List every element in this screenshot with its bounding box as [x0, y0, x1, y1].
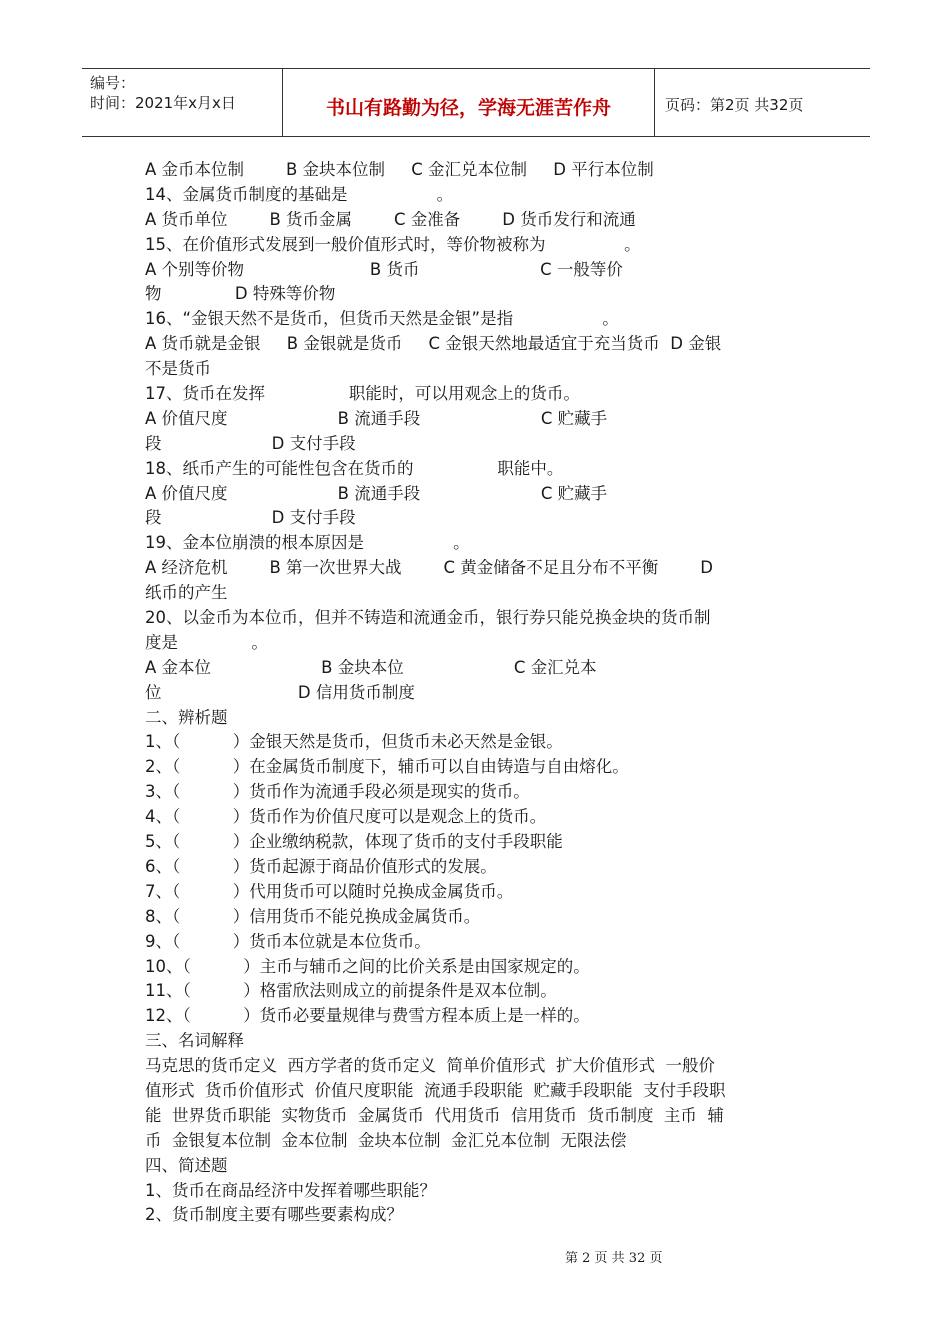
text-line: A 金本位 B 金块本位 C 金汇兑本 [145, 657, 597, 677]
text-line: 2、（ ）在金属货币制度下，辅币可以自由铸造与自由熔化。 [145, 757, 629, 777]
text-line: 度是 。 [145, 632, 268, 652]
text-line: 10、（ ）主币与辅币之间的比价关系是由国家规定的。 [145, 956, 590, 976]
text-line: A 价值尺度 B 流通手段 C 贮藏手 [145, 483, 608, 503]
text-line: 物 D 特殊等价物 [145, 284, 336, 304]
text-line: 14、金属货币制度的基础是 。 [145, 184, 454, 204]
text-line: A 金币本位制 B 金块本位制 C 金汇兑本位制 D 平行本位制 [145, 160, 654, 179]
text-line: 12、（ ）货币必要量规律与费雪方程本质上是一样的。 [145, 1006, 590, 1026]
header-meta-cell [82, 69, 283, 136]
text-line: 19、金本位崩溃的根本原因是 。 [145, 533, 470, 553]
text-line: 5、（ ）企业缴纳税款，体现了货币的支付手段职能 [145, 832, 563, 852]
text-line: 段 D 支付手段 [145, 433, 356, 453]
header-motto-cell [283, 69, 655, 136]
text-line: A 价值尺度 B 流通手段 C 贮藏手 [145, 408, 608, 428]
text-line: 20、以金币为本位币，但并不铸造和流通金币，银行券只能兑换金块的货币制 [145, 608, 711, 628]
text-line: A 货币单位 B 货币金属 C 金准备 D 货币发行和流通 [145, 209, 636, 229]
header-table [82, 68, 870, 137]
text-line: 17、货币在发挥 职能时，可以用观念上的货币。 [145, 384, 580, 404]
header-motto: 书山有路勤为径，学海无涯苦作舟 [325, 97, 611, 119]
text-line: 2、货币制度主要有哪些要素构成？ [145, 1205, 403, 1225]
text-line: 3、（ ）货币作为流通手段必须是现实的货币。 [145, 782, 530, 802]
text-line: 币 金银复本位制 金本位制 金块本位制 金汇兑本位制 无限法偿 [145, 1130, 627, 1150]
text-line: 1、货币在商品经济中发挥着哪些职能？ [145, 1180, 436, 1200]
header-page-number: 页码：第2页 共32页 [665, 96, 804, 114]
text-line: 二、辨析题 [145, 707, 228, 727]
text-line: 16、“金银天然不是货币，但货币天然是金银”是指 。 [145, 309, 619, 329]
text-line: 4、（ ）货币作为价值尺度可以是观念上的货币。 [145, 807, 547, 827]
text-line: 9、（ ）货币本位就是本位货币。 [145, 931, 431, 951]
text-line: 三、名词解释 [145, 1031, 244, 1051]
text-line: 四、简述题 [145, 1155, 228, 1175]
text-line: 马克思的货币定义 西方学者的货币定义 简单价值形式 扩大价值形式 一般价 [145, 1056, 715, 1076]
text-line: 8、（ ）信用货币不能兑换成金属货币。 [145, 906, 481, 926]
page-footer: 第 2 页 共 32 页 [565, 1251, 663, 1266]
text-line: 15、在价值形式发展到一般价值形式时，等价物被称为 。 [145, 234, 641, 254]
text-line: 能 世界货币职能 实物货币 金属货币 代用货币 信用货币 货币制度 主币 辅 [145, 1105, 724, 1125]
text-line: 6、（ ）货币起源于商品价值形式的发展。 [145, 856, 497, 876]
doc-code-label: 编号： [90, 74, 136, 92]
text-line: 位 D 信用货币制度 [145, 682, 415, 702]
text-line: 7、（ ）代用货币可以随时兑换成金属货币。 [145, 881, 514, 901]
text-line: A 个别等价物 B 货币 C 一般等价 [145, 259, 623, 279]
text-line: 纸币的产生 [145, 583, 228, 603]
text-line: A 经济危机 B 第一次世界大战 C 黄金储备不足且分布不平衡 D [145, 558, 713, 578]
document-body [145, 158, 810, 1228]
text-line: 段 D 支付手段 [145, 508, 356, 528]
text-line: A 货币就是金银 B 金银就是货币 C 金银天然地最适宜于充当货币 D 金银 [145, 334, 722, 354]
text-line: 1、（ ）金银天然是货币，但货币未必天然是金银。 [145, 732, 563, 752]
text-line: 值形式 货币价值形式 价值尺度职能 流通手段职能 贮藏手段职能 支付手段职 [145, 1080, 726, 1100]
doc-date-label: 时间：2021年x月x日 [90, 94, 236, 112]
text-line: 11、（ ）格雷欣法则成立的前提条件是双本位制。 [145, 981, 557, 1001]
text-line: 不是货币 [145, 359, 211, 379]
header-page-cell [655, 69, 870, 136]
text-line: 18、纸币产生的可能性包含在货币的 职能中。 [145, 458, 564, 478]
